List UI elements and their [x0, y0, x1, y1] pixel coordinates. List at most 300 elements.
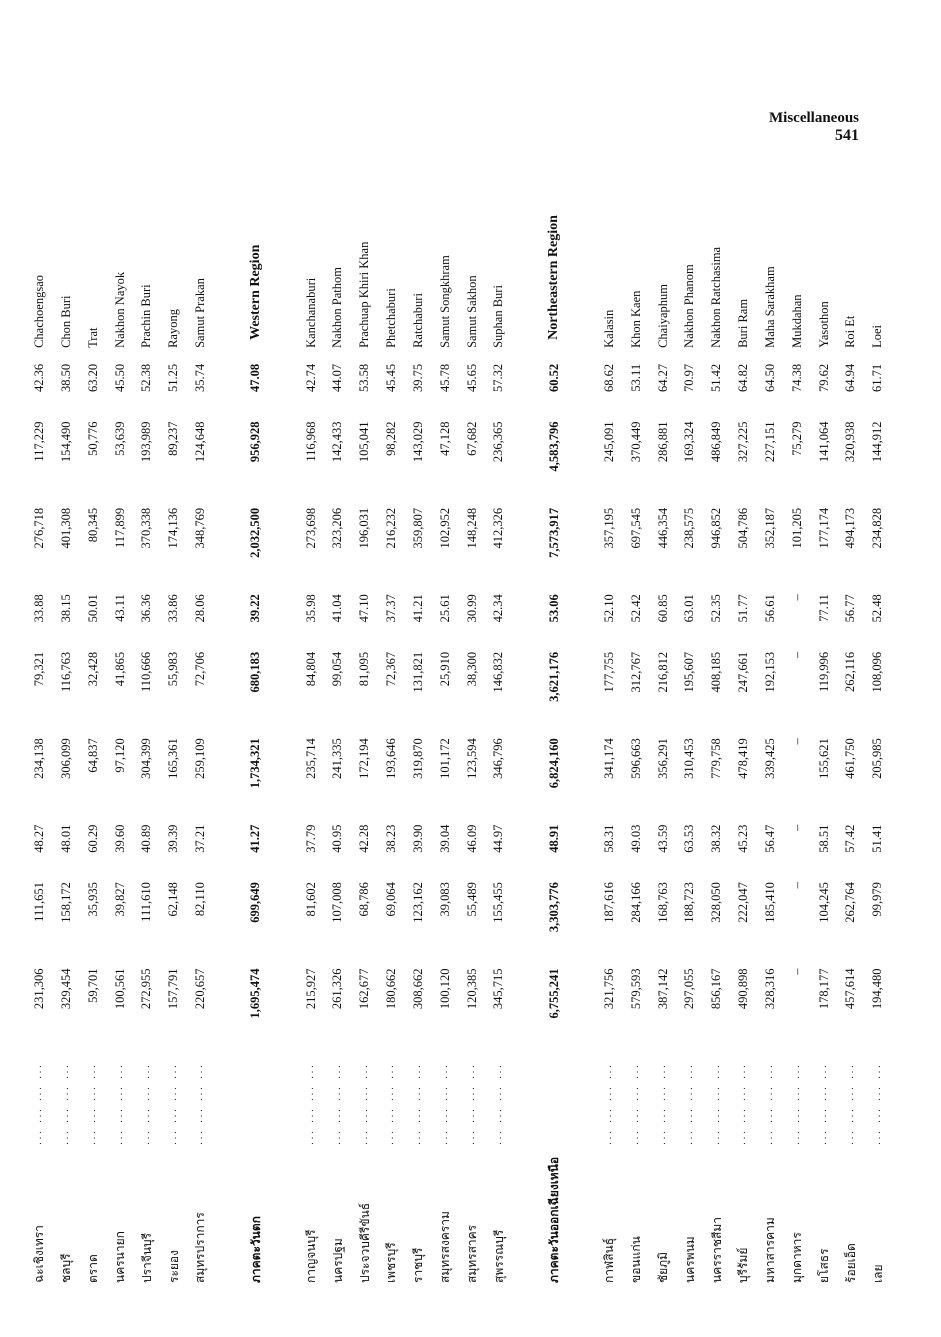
value-cell: 36.36: [139, 594, 154, 623]
spacer-cell: [214, 187, 241, 1287]
value-cell: 370,449: [628, 421, 643, 463]
value-cell: 119,996: [816, 651, 831, 692]
thai-name: ภาคตะวันออกเฉียงเหนือ: [546, 1156, 561, 1283]
value-cell: 39.04: [437, 824, 452, 853]
value-cell: 99,054: [330, 651, 345, 687]
value-cell: 60.85: [655, 594, 670, 623]
value-cell: 169,324: [682, 421, 697, 463]
value-cell: 261,326: [330, 968, 345, 1010]
value-cell: 47.10: [357, 594, 372, 623]
english-name: Samut Prakan: [193, 278, 208, 348]
value-cell: 120,385: [464, 968, 479, 1010]
value-cell: 124,648: [193, 421, 208, 463]
value-cell: 111,610: [139, 882, 154, 922]
value-cell: 38.23: [384, 824, 399, 853]
english-name: Phetchaburi: [384, 288, 399, 348]
value-cell: 35,935: [85, 882, 100, 917]
province-row: [378, 187, 405, 1287]
value-cell: 53.06: [546, 594, 561, 623]
value-cell: 56.77: [843, 594, 858, 623]
value-cell: 215,927: [303, 968, 318, 1010]
value-cell: 946,852: [709, 507, 724, 549]
value-cell: 72,367: [384, 651, 399, 687]
statistics-table: [26, 187, 891, 1287]
province-row: [757, 187, 784, 1287]
leader-dots: ... ... ... ...: [385, 1062, 397, 1145]
value-cell: 67,682: [464, 421, 479, 456]
province-row: [298, 187, 325, 1287]
value-cell: 44.97: [491, 824, 506, 853]
thai-name: ตราด: [86, 1254, 101, 1283]
leader-dots: ... ... ... ...: [465, 1062, 477, 1145]
value-cell: 196,031: [357, 507, 372, 549]
value-cell: 185,410: [762, 882, 777, 923]
value-cell: 3,303,776: [546, 882, 561, 933]
value-cell: 956,928: [248, 421, 263, 463]
thai-name: นครนายก: [112, 1231, 127, 1283]
value-cell: 111,651: [32, 882, 47, 922]
statistics-table-rotated: [26, 187, 891, 1287]
english-name: Prachin Buri: [139, 284, 154, 348]
leader-dots: ... ... ... ...: [603, 1062, 615, 1145]
value-cell: 192,153: [762, 651, 777, 693]
value-cell: 174,136: [166, 507, 181, 549]
value-cell: –: [789, 882, 804, 889]
province-row: [837, 187, 864, 1287]
thai-name: มุกดาหาร: [790, 1232, 805, 1283]
province-row: [405, 187, 432, 1287]
english-name: Rayong: [166, 309, 181, 348]
value-cell: 39.75: [410, 363, 425, 393]
value-cell: 38.15: [58, 594, 73, 623]
value-cell: 131,821: [410, 651, 425, 693]
value-cell: 123,594: [464, 738, 479, 779]
value-cell: 101,205: [789, 507, 804, 549]
value-cell: 297,055: [682, 968, 697, 1010]
leader-dots: ... ... ... ...: [439, 1062, 451, 1145]
value-cell: 177,755: [601, 651, 616, 693]
value-cell: 478,419: [736, 738, 751, 779]
leader-dots: ... ... ... ...: [87, 1062, 99, 1145]
leader-dots: ... ... ... ...: [844, 1062, 856, 1145]
province-row: [53, 187, 80, 1287]
thai-name: เพชรบุรี: [384, 1242, 399, 1283]
province-row: [730, 187, 757, 1287]
value-cell: 51.41: [870, 824, 885, 853]
value-cell: 98,282: [384, 421, 399, 456]
value-cell: 35.74: [193, 363, 208, 393]
value-cell: 348,769: [193, 507, 208, 549]
english-name: Suphan Buri: [491, 285, 506, 348]
thai-name: สมุทรสงคราม: [438, 1211, 453, 1283]
value-cell: 57.42: [843, 824, 858, 853]
value-cell: 494,173: [843, 507, 858, 549]
value-cell: 32,428: [85, 651, 100, 687]
value-cell: 856,167: [709, 968, 724, 1010]
value-cell: 117,899: [112, 507, 127, 549]
english-name: Kalasin: [601, 309, 616, 348]
value-cell: 75,279: [789, 421, 804, 456]
value-cell: 123,162: [410, 882, 425, 923]
value-cell: –: [789, 594, 804, 601]
value-cell: 101,172: [437, 738, 452, 779]
page-header: [769, 110, 859, 144]
value-cell: 157,791: [166, 968, 181, 1010]
value-cell: 323,206: [330, 507, 345, 549]
value-cell: 108,096: [870, 651, 885, 693]
value-cell: 51.77: [736, 594, 751, 623]
province-row: [864, 187, 891, 1287]
province-row: [676, 187, 703, 1287]
value-cell: 327,225: [736, 421, 751, 463]
value-cell: 234,138: [32, 738, 47, 779]
value-cell: 80,345: [85, 507, 100, 543]
value-cell: 148,248: [464, 507, 479, 549]
value-cell: 165,361: [166, 738, 181, 779]
leader-dots: [539, 1051, 569, 1149]
leader-dots: ... ... ... ...: [113, 1062, 125, 1145]
value-cell: 247,661: [736, 651, 751, 693]
value-cell: 41.04: [330, 594, 345, 623]
english-name: Chon Buri: [58, 295, 73, 348]
value-cell: 33.88: [32, 594, 47, 623]
value-cell: 284,166: [628, 882, 643, 923]
value-cell: 357,195: [601, 507, 616, 549]
value-cell: 328,316: [762, 968, 777, 1010]
value-cell: 53.11: [628, 363, 643, 392]
english-name: Nakhon Pathom: [330, 267, 345, 348]
section-title: Miscellaneous: [769, 110, 859, 126]
spacer-row: [271, 187, 298, 1287]
value-cell: 52.35: [709, 594, 724, 623]
value-cell: 312,767: [628, 651, 643, 693]
thai-name: ชัยภูมิ: [655, 1252, 670, 1283]
value-cell: 142,433: [330, 421, 345, 463]
value-cell: 39.90: [410, 824, 425, 853]
value-cell: 37.21: [193, 824, 208, 853]
leader-dots: ... ... ... ...: [304, 1062, 316, 1145]
leader-dots: ... ... ... ...: [791, 1062, 803, 1145]
english-name: Loei: [870, 324, 885, 348]
value-cell: 39,083: [437, 882, 452, 917]
english-name: Nakhon Phanom: [682, 264, 697, 348]
value-cell: 446,354: [655, 507, 670, 549]
thai-name: ฉะเชิงเทรา: [32, 1225, 47, 1283]
value-cell: 146,832: [491, 651, 506, 693]
english-name: Maha Sarakham: [762, 266, 777, 348]
english-name: Buri Ram: [736, 298, 751, 348]
value-cell: 45.65: [464, 363, 479, 393]
value-cell: 63.01: [682, 594, 697, 623]
value-cell: 79.62: [816, 363, 831, 393]
value-cell: 194,480: [870, 968, 885, 1010]
value-cell: 39.22: [248, 594, 263, 623]
value-cell: 310,453: [682, 738, 697, 779]
value-cell: 28.06: [193, 594, 208, 623]
value-cell: 155,455: [491, 882, 506, 923]
value-cell: 38,300: [464, 651, 479, 687]
english-name: Trat: [85, 327, 100, 348]
value-cell: 77.11: [816, 594, 831, 622]
value-cell: 53.58: [357, 363, 372, 393]
value-cell: 63.53: [682, 824, 697, 853]
value-cell: 62,148: [166, 882, 181, 917]
value-cell: 84,804: [303, 651, 318, 687]
value-cell: 74.38: [789, 363, 804, 393]
value-cell: 40.95: [330, 824, 345, 853]
province-row: [26, 187, 53, 1287]
value-cell: 308,662: [410, 968, 425, 1010]
value-cell: 69,064: [384, 882, 399, 917]
province-row: [351, 187, 378, 1287]
value-cell: –: [789, 651, 804, 659]
value-cell: 188,723: [682, 882, 697, 923]
value-cell: 328,050: [709, 882, 724, 923]
value-cell: 100,561: [112, 968, 127, 1010]
value-cell: 321,756: [601, 968, 616, 1010]
value-cell: 236,365: [491, 421, 506, 463]
spacer-row: [569, 187, 596, 1287]
leader-dots: ... ... ... ...: [194, 1062, 206, 1145]
value-cell: 345,715: [491, 968, 506, 1010]
value-cell: 180,662: [384, 968, 399, 1010]
value-cell: 40.89: [139, 824, 154, 853]
english-name: Kanchanaburi: [303, 277, 318, 348]
thai-name: สมุทรปราการ: [193, 1212, 208, 1283]
value-cell: 3,621,176: [546, 651, 561, 702]
value-cell: 286,881: [655, 421, 670, 463]
value-cell: 99,979: [870, 882, 885, 917]
value-cell: 64.94: [843, 363, 858, 393]
leader-dots: ... ... ... ...: [140, 1062, 152, 1145]
value-cell: 50.01: [85, 594, 100, 623]
value-cell: 262,764: [843, 882, 858, 923]
value-cell: 116,968: [303, 421, 318, 462]
value-cell: 59,701: [85, 968, 100, 1003]
value-cell: 596,663: [628, 738, 643, 779]
leader-dots: ... ... ... ...: [33, 1062, 45, 1145]
value-cell: 272,955: [139, 968, 154, 1010]
value-cell: 1,734,321: [248, 738, 263, 789]
thai-name: นครพนม: [682, 1236, 697, 1283]
value-cell: 172,194: [357, 738, 372, 779]
value-cell: 504,786: [736, 507, 751, 549]
value-cell: 53,639: [112, 421, 127, 456]
value-cell: 216,232: [384, 507, 399, 549]
value-cell: 220,657: [193, 968, 208, 1010]
value-cell: 42.36: [32, 363, 47, 393]
english-name: Western Region: [247, 244, 263, 340]
leader-dots: ... ... ... ...: [60, 1062, 72, 1145]
value-cell: 2,032,500: [248, 507, 263, 558]
province-row: [106, 187, 133, 1287]
spacer-cell: [512, 187, 539, 1287]
value-cell: 359,807: [410, 507, 425, 549]
value-cell: 227,151: [762, 421, 777, 463]
thai-name: สมุทรสาคร: [464, 1224, 479, 1283]
value-cell: 304,399: [139, 738, 154, 779]
value-cell: 177,174: [816, 507, 831, 549]
thai-name: เลย: [870, 1264, 885, 1283]
value-cell: 45.45: [384, 363, 399, 393]
value-cell: 352,187: [762, 507, 777, 549]
leader-dots: ... ... ... ...: [764, 1062, 776, 1145]
value-cell: 339,425: [762, 738, 777, 779]
leader-dots: ... ... ... ...: [656, 1062, 668, 1145]
value-cell: 141,064: [816, 421, 831, 463]
english-name: Chaiyaphum: [655, 284, 670, 348]
value-cell: 231,306: [32, 968, 47, 1010]
thai-name: ปราจีนบุรี: [139, 1232, 154, 1283]
english-name: Northeastern Region: [545, 215, 561, 340]
value-cell: 144,912: [870, 421, 885, 463]
value-cell: 33.86: [166, 594, 181, 623]
province-row: [187, 187, 214, 1287]
leader-dots: ... ... ... ...: [630, 1062, 642, 1145]
value-cell: 370,338: [139, 507, 154, 549]
value-cell: 105,041: [357, 421, 372, 463]
value-cell: 262,116: [843, 651, 858, 692]
province-row: [810, 187, 837, 1287]
value-cell: 82,110: [193, 882, 208, 917]
value-cell: 63.20: [85, 363, 100, 393]
value-cell: 216,812: [655, 651, 670, 693]
value-cell: 97,120: [112, 738, 127, 773]
value-cell: 60.29: [85, 824, 100, 853]
value-cell: 30.99: [464, 594, 479, 623]
leader-dots: ... ... ... ...: [412, 1062, 424, 1145]
province-row: [324, 187, 351, 1287]
leader-dots: ... ... ... ...: [331, 1062, 343, 1145]
value-cell: 89,237: [166, 421, 181, 456]
value-cell: 50,776: [85, 421, 100, 456]
value-cell: 102,952: [437, 507, 452, 549]
value-cell: –: [789, 824, 804, 831]
english-name: Khon Kaen: [628, 290, 643, 348]
province-row: [458, 187, 485, 1287]
value-cell: 39,827: [112, 882, 127, 917]
value-cell: 346,796: [491, 738, 506, 779]
value-cell: 341,174: [601, 738, 616, 779]
province-row: [784, 187, 811, 1287]
value-cell: 81,602: [303, 882, 318, 917]
thai-name: ร้อยเอ็ด: [843, 1243, 858, 1283]
value-cell: 412,326: [491, 507, 506, 549]
value-cell: 45.23: [736, 824, 751, 853]
value-cell: 178,177: [816, 968, 831, 1010]
thai-name: ราชบุรี: [411, 1247, 426, 1283]
province-row: [80, 187, 107, 1287]
value-cell: 699,649: [248, 882, 263, 923]
page-number: 541: [835, 126, 859, 144]
value-cell: 680,183: [248, 651, 263, 693]
value-cell: 68.62: [601, 363, 616, 393]
thai-name: นครปฐม: [330, 1238, 345, 1283]
value-cell: 259,109: [193, 738, 208, 779]
value-cell: 4,583,796: [546, 421, 561, 472]
leader-dots: [241, 1051, 271, 1149]
value-cell: 193,646: [384, 738, 399, 779]
value-cell: 60.52: [546, 363, 561, 393]
leader-dots: ... ... ... ...: [737, 1062, 749, 1145]
value-cell: 779,758: [709, 738, 724, 779]
value-cell: 162,677: [357, 968, 372, 1010]
value-cell: 64,837: [85, 738, 100, 773]
leader-dots: ... ... ... ...: [817, 1062, 829, 1145]
value-cell: 41.27: [248, 824, 263, 853]
thai-name: กาญจนบุรี: [303, 1229, 318, 1283]
value-cell: 319,870: [410, 738, 425, 779]
english-name: Roi Et: [843, 315, 858, 348]
value-cell: 64.82: [736, 363, 751, 393]
english-name: Samut Sakhon: [464, 275, 479, 348]
value-cell: 42.74: [303, 363, 318, 393]
value-cell: 42.28: [357, 824, 372, 853]
value-cell: 461,750: [843, 738, 858, 779]
spacer-row: [214, 187, 241, 1287]
value-cell: 37.37: [384, 594, 399, 623]
value-cell: 1,695,474: [248, 968, 263, 1019]
english-name: Samut Songkhram: [437, 255, 452, 348]
value-cell: 276,718: [32, 507, 47, 549]
value-cell: 100,120: [437, 968, 452, 1010]
value-cell: 187,616: [601, 882, 616, 923]
value-cell: 7,573,917: [546, 507, 561, 558]
value-cell: 68,786: [357, 882, 372, 917]
value-cell: 61.71: [870, 363, 885, 393]
value-cell: 38.50: [58, 363, 73, 393]
value-cell: 241,335: [330, 738, 345, 779]
thai-name: ประจวบคีรีขันธ์: [357, 1202, 372, 1283]
value-cell: 195,607: [682, 651, 697, 693]
value-cell: 205,985: [870, 738, 885, 779]
region-row: [539, 187, 569, 1287]
province-row: [703, 187, 730, 1287]
value-cell: 51.25: [166, 363, 181, 393]
value-cell: 39.60: [112, 824, 127, 853]
value-cell: 408,185: [709, 651, 724, 693]
value-cell: 320,938: [843, 421, 858, 463]
value-cell: 64.50: [762, 363, 777, 393]
spacer-cell: [271, 187, 298, 1287]
value-cell: 25,910: [437, 651, 452, 687]
value-cell: 41.21: [410, 594, 425, 623]
value-cell: 238,575: [682, 507, 697, 549]
value-cell: 235,714: [303, 738, 318, 779]
value-cell: 64.27: [655, 363, 670, 393]
value-cell: 306,099: [58, 738, 73, 779]
thai-name: ขอนแก่น: [629, 1236, 644, 1283]
value-cell: 490,898: [736, 968, 751, 1010]
value-cell: 486,849: [709, 421, 724, 463]
value-cell: 58.31: [601, 824, 616, 853]
thai-name: ภาคตะวันตก: [248, 1216, 263, 1283]
value-cell: 697,545: [628, 507, 643, 549]
value-cell: 48.27: [32, 824, 47, 853]
value-cell: 579,593: [628, 968, 643, 1010]
value-cell: 245,091: [601, 421, 616, 463]
value-cell: 329,454: [58, 968, 73, 1010]
value-cell: 154,490: [58, 421, 73, 463]
value-cell: 39.39: [166, 824, 181, 853]
english-name: Nakhon Ratchasima: [709, 246, 724, 348]
leader-dots: ... ... ... ...: [492, 1062, 504, 1145]
value-cell: 48.91: [546, 824, 561, 853]
table-body: [26, 187, 891, 1287]
leader-dots: ... ... ... ...: [871, 1062, 883, 1145]
province-row: [649, 187, 676, 1287]
value-cell: 37.79: [303, 824, 318, 853]
